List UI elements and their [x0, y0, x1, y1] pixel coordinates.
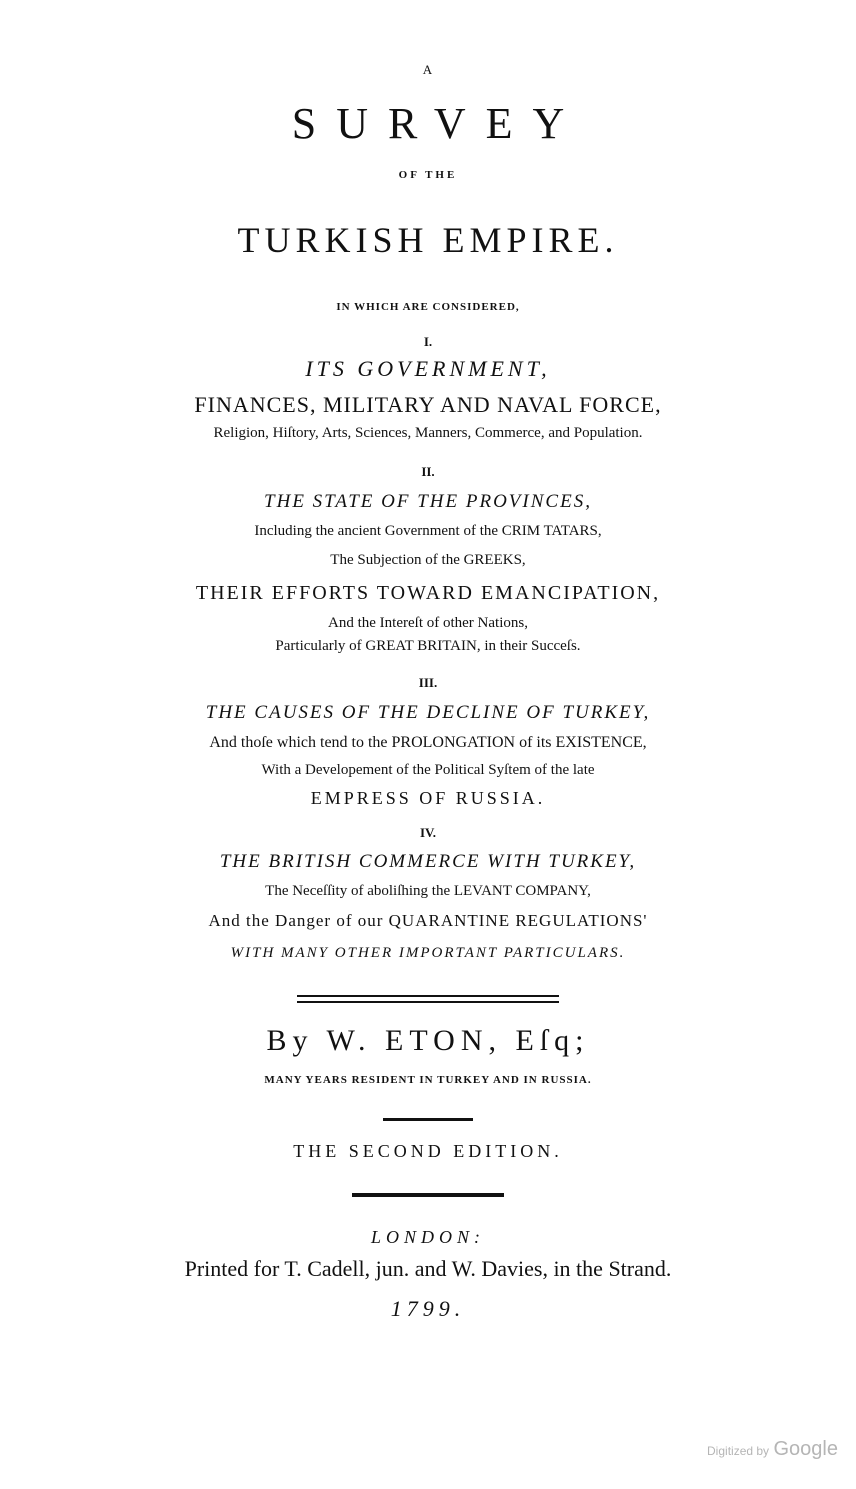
considered-line: IN WHICH ARE CONSIDERED,: [336, 301, 520, 313]
section-4-line-2: And the Danger of our QUARANTINE REGULATIONS': [208, 911, 648, 930]
year-line: 1799.: [390, 1296, 466, 1321]
double-rule-divider: [297, 995, 559, 1003]
section-3-line-3: EMPRESS OF RUSSIA.: [310, 788, 546, 808]
title-article: A: [422, 62, 434, 77]
watermark-brand: Google: [773, 1438, 838, 1460]
section-4-line-1: The Neceſſity of aboliſhing the LEVANT COMPANY,: [265, 883, 591, 899]
section-1-line-2: Religion, Hiſtory, Arts, Sciences, Manners, Commerce, and Population.: [213, 425, 643, 441]
section-3-numeral: III.: [418, 675, 438, 690]
section-4-heading: THE BRITISH COMMERCE WITH TURKEY,: [219, 851, 637, 872]
title-main: SURVEY: [291, 99, 585, 148]
section-3-line-1: And thoſe which tend to the PROLONGATION of its EXISTENCE,: [209, 734, 647, 751]
section-2-numeral: II.: [421, 464, 435, 479]
watermark-prefix: Digitized by: [707, 1444, 770, 1458]
section-2-line-4: And the Intereſt of other Nations,: [328, 615, 528, 631]
section-4-line-3: WITH MANY OTHER IMPORTANT PARTICULARS.: [230, 945, 626, 961]
title-of-the: OF THE: [398, 169, 458, 181]
title-empire: TURKISH EMPIRE.: [237, 220, 619, 260]
section-2-line-1: Including the ancient Government of the CRIM TATARS,: [254, 523, 602, 539]
section-3-heading: THE CAUSES OF THE DECLINE OF TURKEY,: [205, 702, 651, 723]
section-1-line-1: FINANCES, MILITARY AND NAVAL FORCE,: [194, 392, 662, 417]
printer-line: Printed for T. Cadell, jun. and W. Davies, in the Strand.: [184, 1256, 672, 1281]
author-line: By W. ETON, Eſq;: [266, 1024, 590, 1057]
section-2-line-5: Particularly of GREAT BRITAIN, in their Succeſs.: [275, 638, 581, 654]
digitized-by-google-watermark: [707, 1438, 838, 1461]
section-1-heading: ITS GOVERNMENT,: [305, 356, 551, 381]
short-rule-2: [352, 1193, 504, 1197]
section-3-line-2: With a Developement of the Political Syſtem of the late: [261, 762, 595, 778]
edition-line: THE SECOND EDITION.: [293, 1141, 563, 1161]
section-2-line-3: THEIR EFFORTS TOWARD EMANCIPATION,: [195, 582, 661, 604]
place-line: LONDON:: [370, 1227, 485, 1247]
section-2-heading: THE STATE OF THE PROVINCES,: [264, 491, 592, 512]
short-rule-1: [383, 1118, 473, 1121]
section-1-numeral: I.: [423, 334, 433, 349]
section-2-line-2: The Subjection of the GREEKS,: [330, 552, 526, 568]
author-note: MANY YEARS RESIDENT IN TURKEY AND IN RUSSIA.: [264, 1074, 592, 1086]
section-4-numeral: IV.: [419, 825, 437, 840]
